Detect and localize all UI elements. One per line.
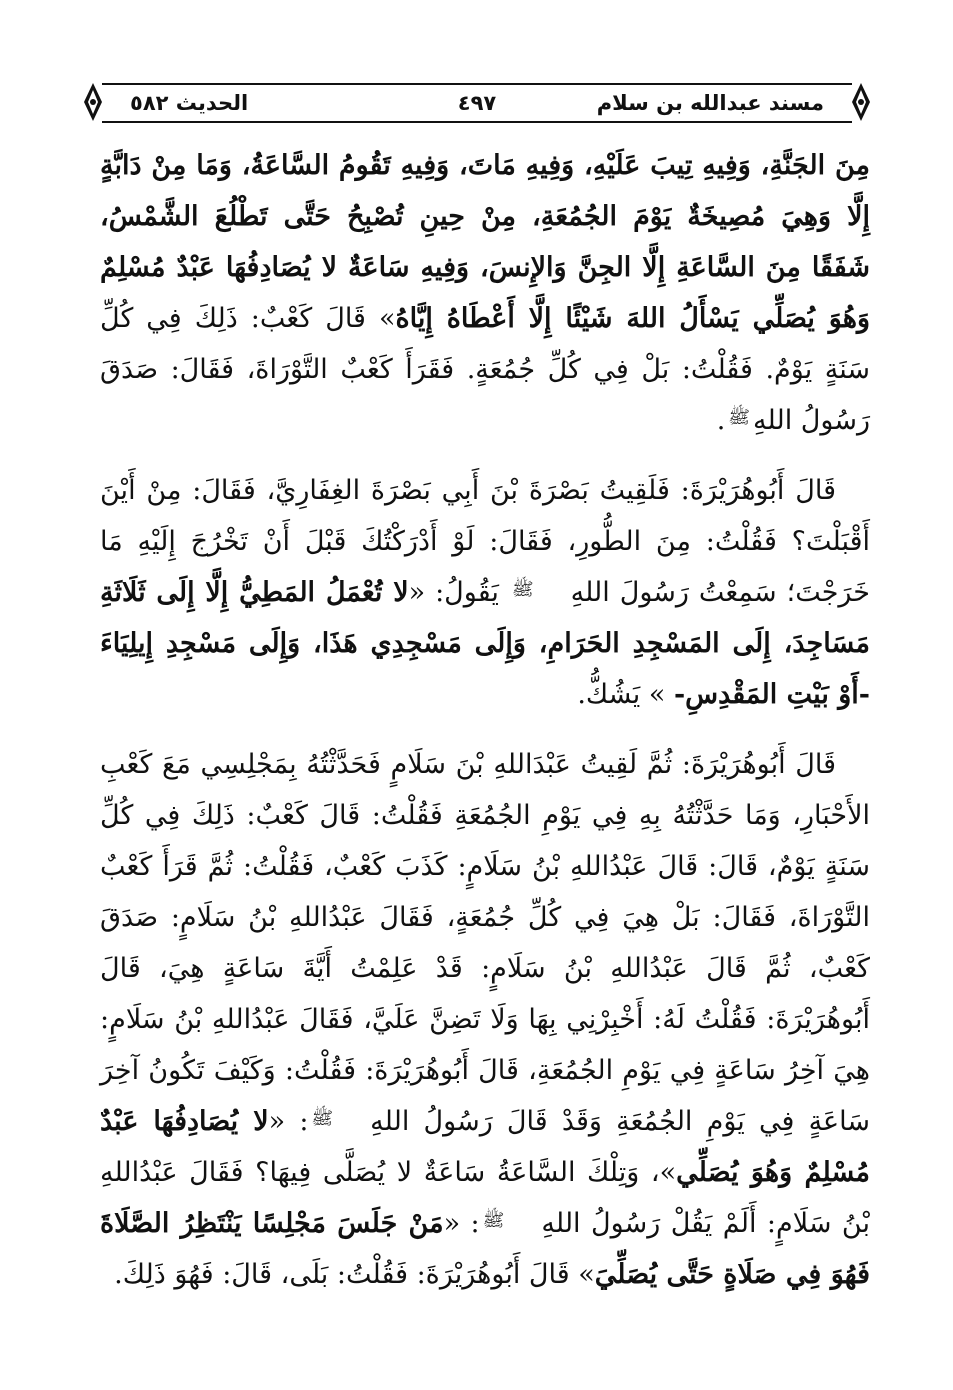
narration-text: » قَالَ أَبُوهُرَيْرَةَ: فَقُلْتُ: بَلَى، قَالَ: فَهُوَ ذَلِكَ. [114,1259,595,1290]
paragraph [100,465,870,720]
salla-honorific-icon: ﷺ [728,407,751,428]
book-title: مسند عبدالله بن سلام [596,91,824,115]
narration-text: . [716,405,726,436]
paragraph [100,140,870,446]
narration-text: : « [268,1106,309,1137]
prophetic-quote: مَنْ جَلَسَ مَجْلِسًا يَنْتَظِرُ الصَّلَاةَ فَهُوَ فِي صَلَاةٍ حَتَّى يُصَلِّيَ [100,1208,870,1290]
salla-honorific-icon: ﷺ [511,579,534,600]
running-header [82,78,872,128]
page-number: ٤٩٧ [457,91,497,115]
header-top-rule [102,83,852,85]
prophetic-quote: لا تُعْمَلُ المَطِيُّ إِلَّا إِلَى ثَلَاثَةِ مَسَاجِدَ، إِلَى المَسْجِدِ الحَرَامِ، وَإِلَى مَسْجِدِي هَذَا، وَإِلَى مَسْجِدِ إِيلِيَاءَ -أَوْ بَيْتِ المَقْدِسِ- [100,577,870,710]
narration-text: قَالَ أَبُوهُرَيْرَةَ: ثُمَّ لَقِيتُ عَبْدَاللهِ بْنَ سَلَامٍ فَحَدَّثْتُهُ بِمَجْلِسِي مَعَ كَعْبِ الأَحْبَارِ، وَمَا حَدَّثْتُهُ بِهِ فِي يَوْمِ الجُمُعَةِ فَقُلْتُ: قَالَ كَعْبٌ: ذَلِكَ فِي كُلِّ سَنَةٍ يَوْمٌ، قَالَ: قَالَ عَبْدُاللهِ بْنُ سَلَامٍ: كَذَبَ كَعْبٌ، فَقُلْتُ: ثُمَّ قَرَأَ كَعْبٌ التَّوْرَاةَ، فَقَالَ: بَلْ هِيَ فِي كُلِّ جُمُعَةٍ، فَقَالَ عَبْدُاللهِ بْنُ سَلَامٍ: صَدَقَ كَعْبٌ، ثُمَّ قَالَ عَبْدُاللهِ بْنُ سَلَامٍ: قَدْ عَلِمْتُ أَيَّةَ سَاعَةٍ هِيَ، قَالَ أَبُوهُرَيْرَةَ: فَقُلْتُ لَهُ: أَخْبِرْنِي بِهَا وَلَا تَضِنَّ عَلَيَّ، فَقَالَ عَبْدُاللهِ بْنُ سَلَامٍ: هِيَ آخِرُ سَاعَةٍ فِي يَوْمِ الجُمُعَةِ، قَالَ أَبُوهُرَيْرَةَ: فَقُلْتُ: وَكَيْفَ تَكُونُ آخِرَ سَاعَةٍ فِي يَوْمِ الجُمُعَةِ وَقَدْ قَالَ رَسُولُ اللهِ [100,749,871,1137]
narration-text: قَالَ أَبُوهُرَيْرَةَ: فَلَقِيتُ بَصْرَةَ بْنَ أَبِي بَصْرَةَ الغِفَارِيَّ، فَقَالَ: مِنْ أَيْنَ أَقْبَلْتَ؟ فَقُلْتُ: مِنَ الطُّورِ، فَقَالَ: لَوْ أَدْرَكْتُكَ قَبْلَ أَنْ تَخْرُجَ إِلَيْهِ مَا خَرَجْتَ؛ سَمِعْتُ رَسُولَ اللهِ [100,475,870,608]
header-bottom-rule [102,121,852,123]
hadith-label: الحديث ٥٨٢ [130,91,249,115]
narration-text: » قَالَ كَعْبٌ: ذَلِكَ فِي كُلِّ سَنَةٍ يَوْمٌ. فَقُلْتُ: بَلْ فِي كُلِّ جُمُعَةٍ. فَقَرَأَ كَعْبٌ التَّوْرَاةَ، فَقَالَ: صَدَقَ رَسُولُ اللهِ [100,303,870,436]
paragraph [100,739,870,1300]
prophetic-quote: مِنَ الجَنَّةِ، وَفِيهِ تِيبَ عَلَيْهِ، وَفِيهِ مَاتَ، وَفِيهِ تَقُومُ السَّاعَةُ، وَمَا مِنْ دَابَّةٍ إِلَّا وَهِيَ مُصِيخَةٌ يَوْمَ الجُمُعَةِ، مِنْ حِينِ تُصْبِحُ حَتَّى تَطْلُعَ الشَّمْسُ، شَفَقًا مِنَ السَّاعَةِ إِلَّا الجِنَّ وَالإِنسَ، وَفِيهِ سَاعَةٌ لا يُصَادِفُهَا عَبْدٌ مُسْلِمٌ وَهُوَ يُصَلِّي يَسْأَلُ اللهَ شَيْئًا إِلَّا أَعْطَاهُ إِيَّاهُ [100,150,870,334]
narration-text: يَقُولُ: « [408,577,509,608]
prophetic-quote: لا يُصَادِفُهَا عَبْدٌ مُسْلِمٌ وَهُوَ يُصَلِّي [100,1106,871,1188]
salla-honorific-icon: ﷺ [482,1210,505,1231]
narration-text: »، وَتِلْكَ السَّاعَةُ سَاعَةٌ لا يُصَلَّى فِيهَا؟ فَقَالَ عَبْدُاللهِ بْنُ سَلَامٍ: أَلَمْ يَقُلْ رَسُولُ اللهِ [100,1157,870,1239]
narration-text: » يَشُكُّ. [577,679,674,710]
narration-text: : « [443,1208,480,1239]
hadith-body [100,140,870,1300]
salla-honorific-icon: ﷺ [311,1108,334,1129]
